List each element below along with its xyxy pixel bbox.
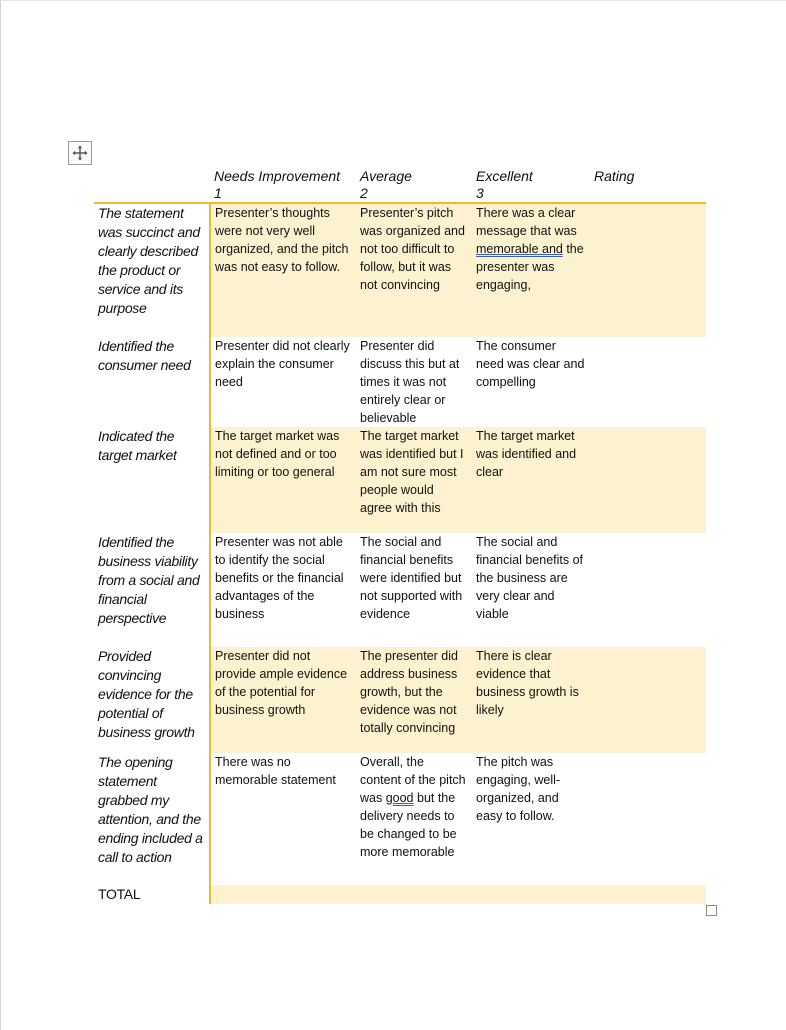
header-criterion (94, 168, 210, 203)
total-label: TOTAL (94, 885, 210, 904)
header-label: Rating (594, 168, 635, 184)
average-cell[interactable]: The social and financial benefits were identified but not supported with evidence (360, 535, 463, 621)
table-row (94, 647, 706, 753)
header-score: 1 (214, 185, 222, 201)
needs-improvement-cell[interactable]: There was no memorable statement (215, 755, 336, 787)
average-cell[interactable]: The target market was identified but I am not sure most people would agree with this (356, 427, 472, 533)
excellent-cell[interactable] (472, 203, 590, 337)
needs-improvement-cell[interactable]: Presenter’s thoughts were not very well organized, and the pitch was not easy to follow. (210, 203, 356, 337)
average-text: but the delivery needs to be changed to be more memorable (360, 791, 457, 859)
header-average (356, 168, 472, 203)
excellent-cell[interactable]: The social and financial benefits of the business are very clear and viable (476, 535, 584, 621)
table-row (94, 427, 706, 533)
criterion-cell: Identified the consumer need (94, 337, 210, 427)
header-score: 2 (360, 185, 368, 201)
header-rating (590, 168, 706, 203)
criterion-cell: The statement was succinct and clearly described the product or service and its purpose (94, 203, 210, 337)
total-excellent-cell[interactable] (472, 885, 590, 904)
table-row (94, 337, 706, 427)
table-row (94, 203, 706, 337)
excellent-cell[interactable]: The consumer need was clear and compelling (476, 339, 585, 389)
header-label: Needs Improvement (214, 168, 341, 184)
grammar-flag[interactable]: good (385, 791, 414, 805)
excellent-text: There was a clear message that was (476, 206, 577, 238)
table-row (94, 533, 706, 647)
rating-cell[interactable] (590, 753, 706, 885)
needs-improvement-cell[interactable]: The target market was not defined and or too limiting or too general (210, 427, 356, 533)
header-score: 3 (476, 185, 484, 201)
average-cell[interactable]: Presenter did discuss this but at times it was not entirely clear or believable (360, 339, 460, 425)
header-row (94, 168, 706, 203)
needs-improvement-cell[interactable]: Presenter did not clearly explain the consumer need (215, 339, 350, 389)
resize-square-icon[interactable] (706, 905, 717, 916)
table-move-handle[interactable] (68, 141, 92, 165)
rating-cell[interactable] (590, 203, 706, 337)
header-label: Excellent (476, 168, 533, 184)
rating-cell[interactable] (590, 533, 706, 647)
average-cell[interactable]: The presenter did address business growth, but the evidence was not totally convincing (356, 647, 472, 753)
total-rating-cell[interactable] (590, 885, 706, 904)
total-row (94, 885, 706, 904)
needs-improvement-cell[interactable]: Presenter did not provide ample evidence of the potential for business growth (210, 647, 356, 753)
header-needs-improvement (210, 168, 356, 203)
excellent-cell[interactable]: There is clear evidence that business growth is likely (472, 647, 590, 753)
average-text: Overall, the content of the pitch was (360, 755, 466, 805)
rating-cell[interactable] (590, 337, 706, 427)
criterion-cell: Identified the business viability from a social and financial perspective (94, 533, 210, 647)
rubric-table (94, 168, 706, 904)
needs-improvement-cell[interactable]: Presenter was not able to identify the social benefits or the financial advantages of the business (215, 535, 344, 621)
grammar-flag[interactable]: memorable and (476, 242, 563, 256)
rating-cell[interactable] (590, 647, 706, 753)
total-needs-improvement-cell[interactable] (210, 885, 356, 904)
excellent-cell[interactable]: The target market was identified and clear (472, 427, 590, 533)
rating-cell[interactable] (590, 427, 706, 533)
criterion-cell: Provided convincing evidence for the potential of business growth (94, 647, 210, 753)
excellent-text: the presenter was engaging, (476, 242, 584, 292)
total-average-cell[interactable] (356, 885, 472, 904)
header-excellent (472, 168, 590, 203)
move-arrows-icon (72, 145, 88, 161)
criterion-cell: The opening statement grabbed my attention, and the ending included a call to action (94, 753, 210, 885)
excellent-cell[interactable]: The pitch was engaging, well-organized, and easy to follow. (476, 755, 561, 823)
table-row (94, 753, 706, 885)
header-label: Average (360, 168, 412, 184)
criterion-cell: Indicated the target market (94, 427, 210, 533)
average-cell[interactable]: Presenter’s pitch was organized and not too difficult to follow, but it was not convincing (356, 203, 472, 337)
average-cell[interactable] (356, 753, 472, 885)
